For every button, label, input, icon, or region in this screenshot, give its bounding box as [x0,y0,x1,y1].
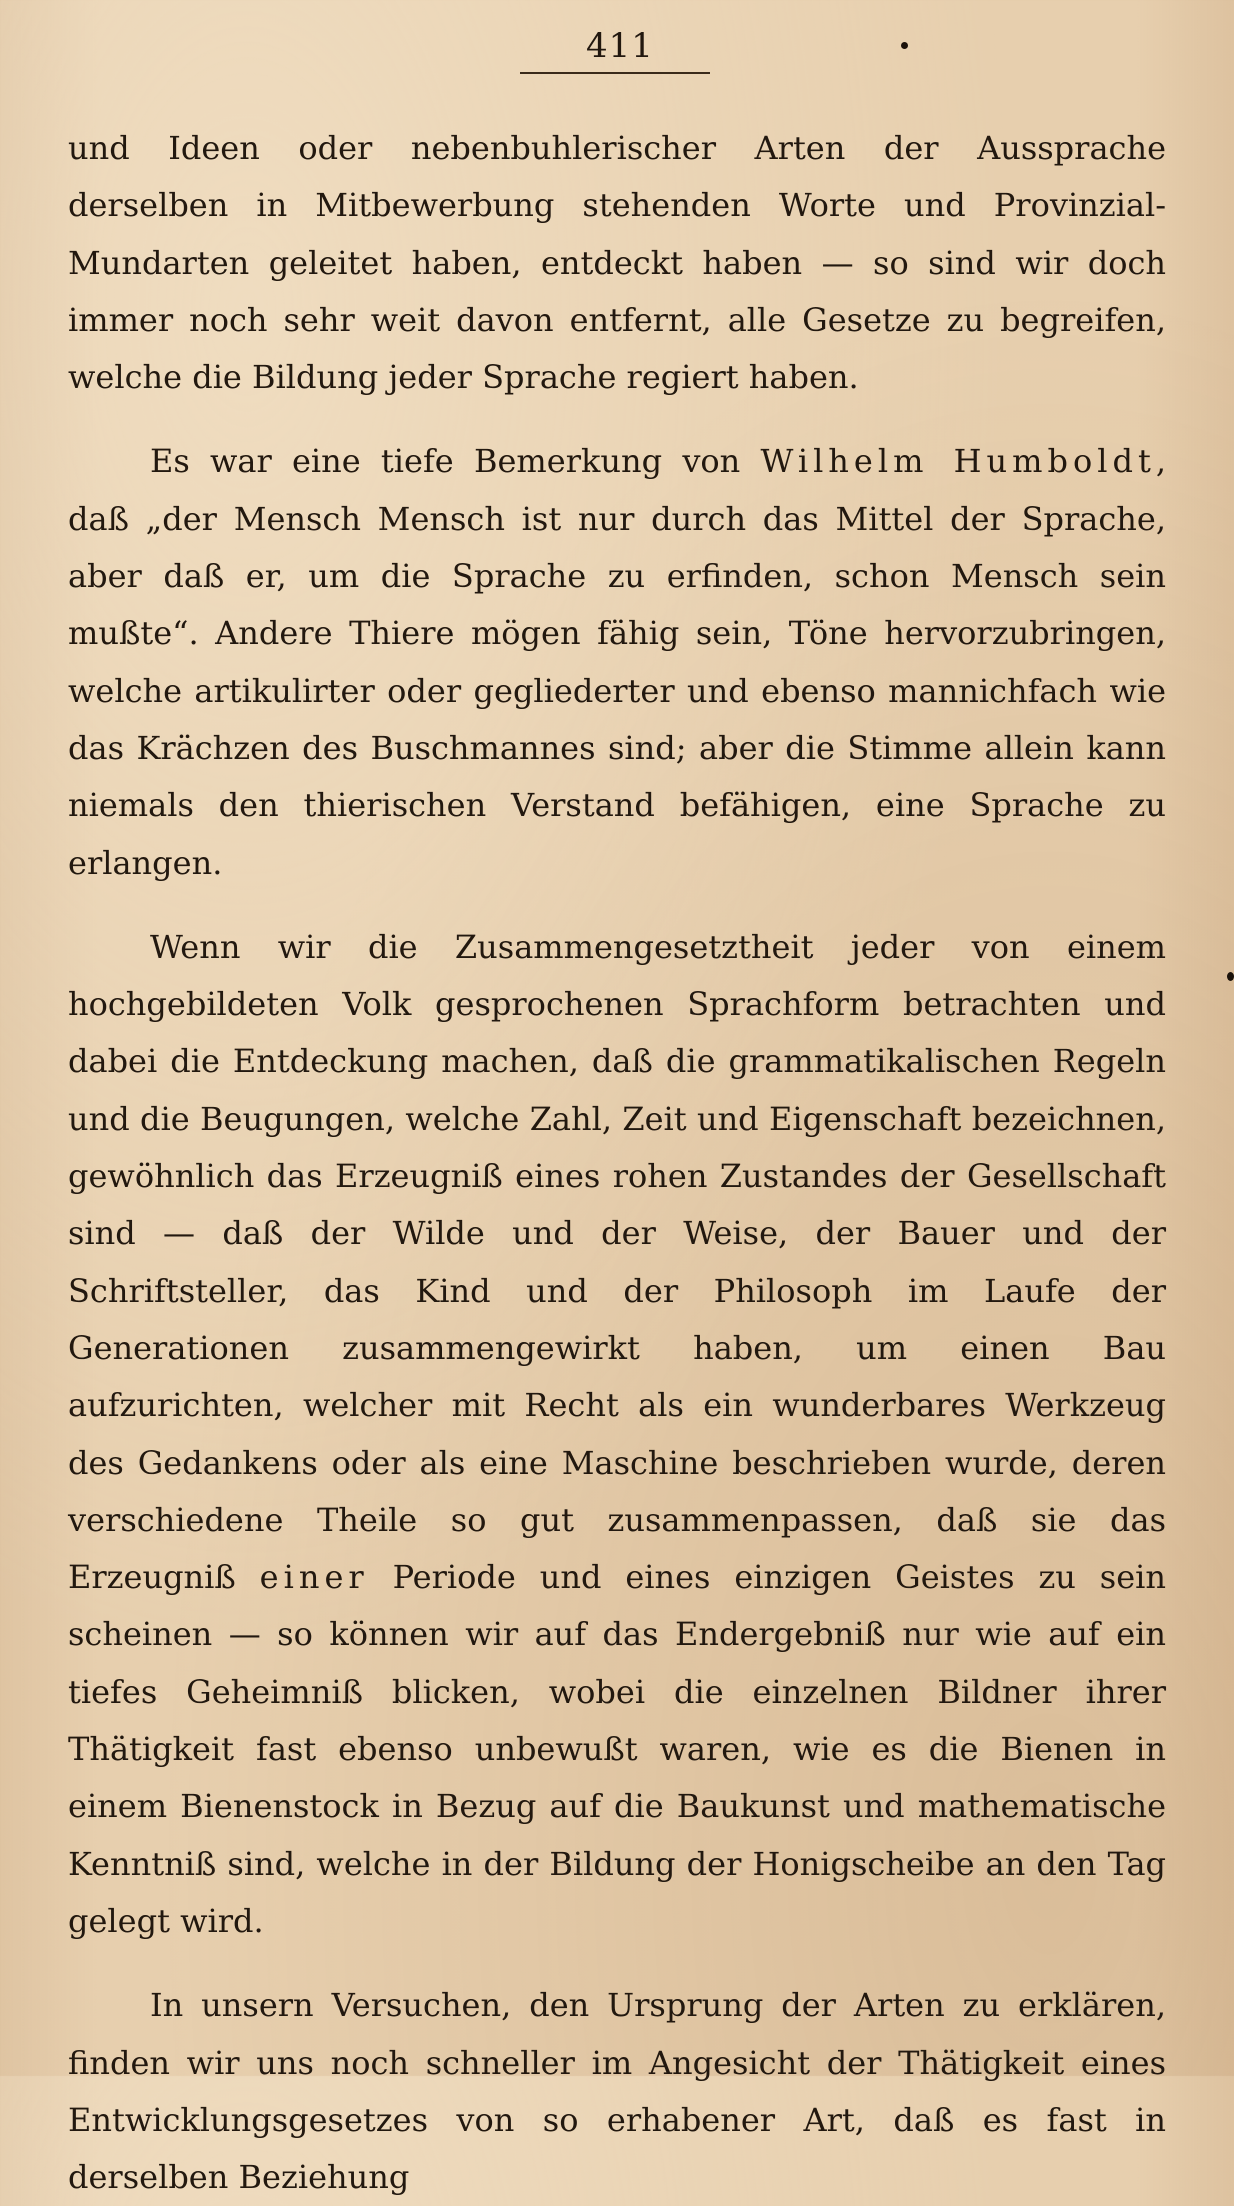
paragraph-3 [68,919,1166,1950]
ink-speck [1227,972,1234,981]
ink-speck [901,42,908,49]
header-rule [520,72,710,74]
spaced-word-einer: einer [259,1558,369,1597]
paragraph-3-lead: Wenn wir die Zusammengesetztheit jeder von einem hochgebildeten Volk gesprochenen Sprachform betrachten und dabei die Entdeckung machen, daß die grammatikalischen Regeln und die Beugungen, welche Zahl, Zeit und Eigenschaft bezeichnen, gewöhnlich das Erzeugniß eines rohen Zustandes der Gesellschaft sind — daß der Wilde und der Weise, der Bauer und der Schriftsteller, das Kind und der Philosoph im Laufe der Generationen zusammengewirkt haben, um einen Bau aufzurichten, welcher mit Recht als ein wunderbares Werkzeug des Gedankens oder als eine Maschine beschrieben wurde, deren verschiedene Theile so gut zusammenpassen, daß sie das Erzeugniß [68,927,1166,1597]
paragraph-2 [68,433,1166,891]
paragraph-1: und Ideen oder nebenbuhlerischer Arten der Aussprache derselben in Mitbewerbung stehenden Worte und Provinzial-Mundarten geleitet haben, entdeckt haben — so sind wir doch immer noch sehr weit davon entfernt, alle Gesetze zu begreifen, welche die Bildung jeder Sprache regiert haben. [68,129,1166,397]
paragraph-2-rest: , daß „der Mensch Mensch ist nur durch das Mittel der Sprache, aber daß er, um die Sprache zu erfinden, schon Mensch sein mußte“. Andere Thiere mögen fähig sein, Töne hervorzubringen, welche artikulirter oder gegliederter und ebenso mannichfach wie das Krächzen des Buschmannes sind; aber die Stimme allein kann niemals den thierischen Verstand befähigen, eine Sprache zu erlangen. [68,442,1167,882]
body-text [68,120,1166,2206]
paragraph-2-lead: Es war eine tiefe Bemerkung von [150,442,761,481]
page-number: 411 [586,26,654,66]
paragraph-3-rest: Periode und eines einzigen Geistes zu sein scheinen — so können wir auf das Endergebniß nur wie auf ein tiefes Geheimniß blicken, wobei die einzelnen Bildner ihrer Thätigkeit fast ebenso unbewußt waren, wie es die Bienen in einem Bienenstock in Bezug auf die Baukunst und mathematische Kenntniß sind, welche in der Bildung der Honigscheibe an den Tag gelegt wird. [68,1558,1167,1940]
spaced-name-humboldt: Wilhelm Humboldt [760,442,1156,481]
paragraph-4: In unsern Versuchen, den Ursprung der Arten zu erklären, finden wir uns noch schneller im Angesicht der Thätigkeit eines Entwicklungsgesetzes von so erhabener Art, daß es fast in derselben Beziehung [68,1986,1166,2197]
